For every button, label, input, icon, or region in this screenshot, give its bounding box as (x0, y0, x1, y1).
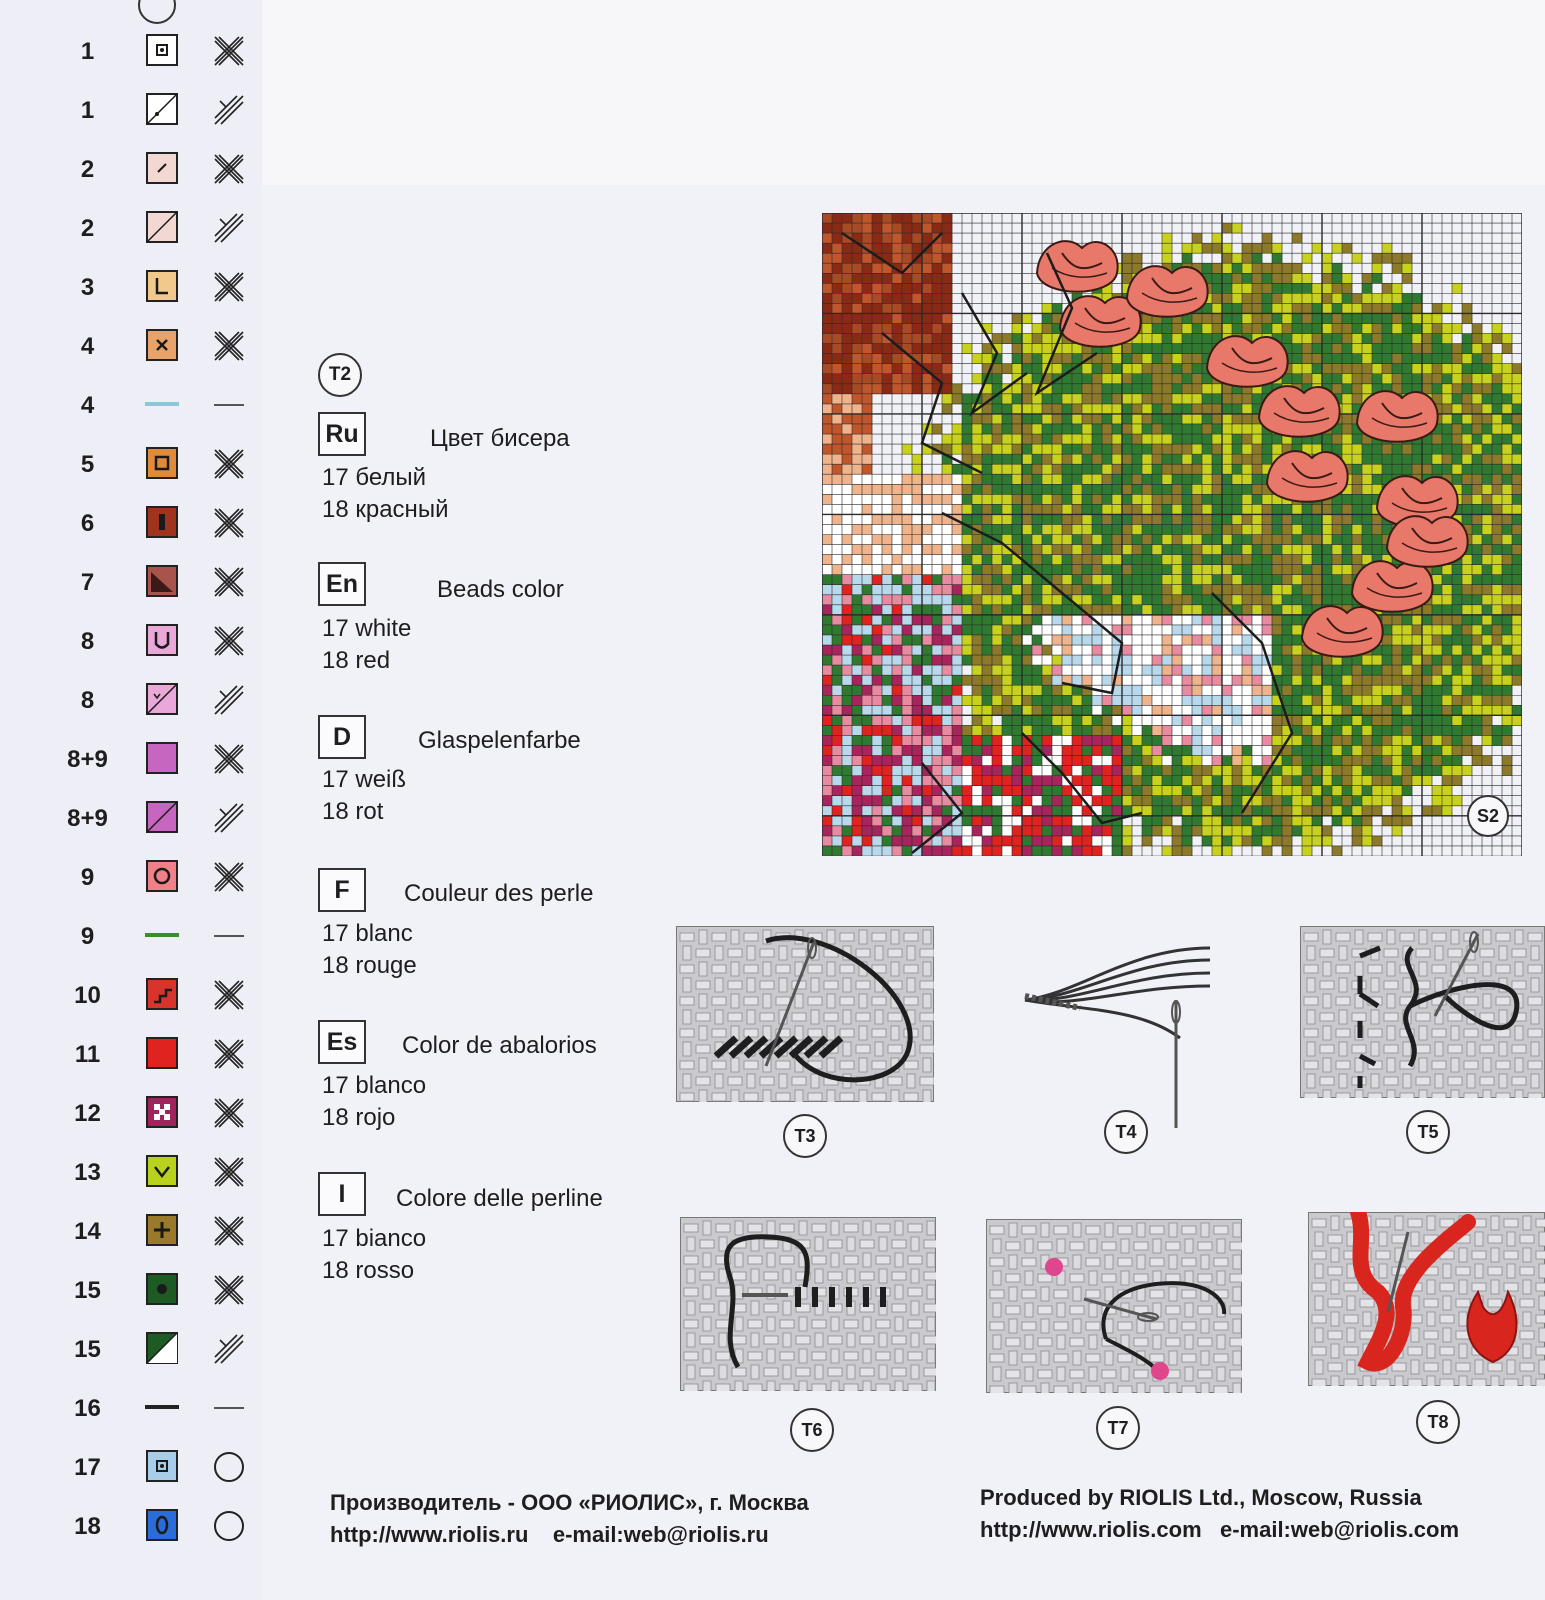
technique-panel-t8 (1308, 1212, 1545, 1386)
lang-title-es: Color de abalorios (402, 1032, 597, 1059)
legend-number: 7 (80, 569, 95, 596)
legend-number: 15 (74, 1277, 101, 1304)
legend-row (0, 207, 262, 247)
legend-symbol-icon (145, 328, 179, 362)
legend-row (0, 1446, 262, 1486)
legend-number: 2 (80, 215, 95, 242)
legend-row (0, 1269, 262, 1309)
lang-title-ru: Цвет бисера (430, 425, 570, 452)
legend-symbol-icon (145, 210, 179, 244)
legend-symbol-icon (145, 800, 179, 834)
legend-number: 18 (74, 1513, 101, 1540)
legend-symbol-icon (145, 1213, 179, 1247)
legend-symbol-icon (145, 505, 179, 539)
legend-row (0, 30, 262, 70)
technique-panel-t6 (680, 1217, 936, 1391)
legend-row (0, 738, 262, 778)
legend-row (0, 856, 262, 896)
legend-symbol-icon (145, 446, 179, 480)
lang-line1-es: 17 blanco (322, 1072, 427, 1099)
legend-symbol-icon (145, 859, 179, 893)
legend-row (0, 561, 262, 601)
technique-label-t7: T7 (1096, 1406, 1140, 1450)
legend-number: 12 (74, 1100, 101, 1127)
lang-code-es: Es (318, 1020, 366, 1064)
lang-title-fr: Couleur des perle (404, 880, 594, 907)
cross-stitch-chart (822, 213, 1522, 856)
legend-symbol-icon (145, 92, 179, 126)
stitch-type-icon (212, 93, 246, 127)
legend-number: 11 (74, 1041, 101, 1068)
legend-symbol-icon (145, 564, 179, 598)
legend-number: 9 (80, 864, 95, 891)
stitch-type-icon (212, 919, 246, 953)
legend-symbol-icon (145, 1449, 179, 1483)
legend-symbol-icon (145, 918, 179, 952)
technique-label-t4: T4 (1104, 1110, 1148, 1154)
legend-row (0, 89, 262, 129)
stitch-type-icon (212, 1155, 246, 1189)
lang-line2-ru: 18 красный (322, 496, 449, 523)
technique-illustration-t7 (986, 1219, 1242, 1393)
stitch-type-icon (212, 683, 246, 717)
footer-producer-ru: Производитель - ООО «РИОЛИС», г. Москва (330, 1490, 809, 1515)
legend-number: 10 (74, 982, 101, 1009)
stitch-type-icon (212, 1509, 246, 1543)
legend-number: 17 (74, 1454, 101, 1481)
stitch-type-icon (212, 624, 246, 658)
stitch-type-icon (212, 329, 246, 363)
lang-code-en: En (318, 562, 366, 606)
stitch-type-icon (212, 1332, 246, 1366)
legend-header-circle (138, 0, 176, 24)
legend-number: 4 (80, 333, 95, 360)
legend-strip (0, 0, 263, 1600)
legend-row (0, 325, 262, 365)
lang-title-en: Beads color (437, 576, 564, 603)
technique-illustration-t3 (676, 926, 934, 1102)
stitch-type-icon (212, 1096, 246, 1130)
lang-line1-de: 17 weiß (322, 766, 407, 793)
lang-title-de: Glaspelenfarbe (418, 727, 581, 754)
lang-line2-fr: 18 rouge (322, 952, 417, 979)
legend-number: 1 (80, 38, 95, 65)
lang-line2-en: 18 red (322, 647, 391, 674)
legend-symbol-icon (145, 623, 179, 657)
lang-code-it: I (318, 1172, 366, 1216)
legend-symbol-icon (145, 1272, 179, 1306)
legend-row (0, 1210, 262, 1250)
stitch-type-icon (212, 565, 246, 599)
stitch-type-icon (212, 270, 246, 304)
technique-panel-t7 (986, 1219, 1242, 1393)
technique-label-t6: T6 (790, 1408, 834, 1452)
technique-label-t8: T8 (1416, 1400, 1460, 1444)
legend-row (0, 148, 262, 188)
stitch-type-icon (212, 1450, 246, 1484)
legend-row (0, 384, 262, 424)
legend-symbol-icon (145, 1095, 179, 1129)
stitch-type-icon (212, 211, 246, 245)
legend-number: 16 (74, 1395, 101, 1422)
lang-line1-en: 17 white (322, 615, 412, 642)
chart-grid (822, 213, 1522, 856)
lang-code-fr: F (318, 868, 366, 912)
lang-code-ru: Ru (318, 412, 366, 456)
stitch-type-icon (212, 388, 246, 422)
legend-row (0, 1151, 262, 1191)
legend-number: 15 (74, 1336, 101, 1363)
legend-row (0, 1033, 262, 1073)
legend-number: 1 (80, 97, 95, 124)
paper-sheet-top (262, 0, 1545, 186)
legend-number: 5 (80, 451, 95, 478)
legend-row (0, 1328, 262, 1368)
technique-label-t3: T3 (783, 1114, 827, 1158)
stitch-type-icon (212, 742, 246, 776)
legend-row (0, 974, 262, 1014)
legend-number: 3 (80, 274, 95, 301)
legend-symbol-icon (145, 977, 179, 1011)
legend-symbol-icon (145, 1154, 179, 1188)
legend-symbol-icon (145, 741, 179, 775)
lang-line1-fr: 17 blanc (322, 920, 413, 947)
lang-code-de: D (318, 715, 366, 759)
chart-label-s2: S2 (1467, 795, 1509, 837)
stitch-type-icon (212, 506, 246, 540)
footer-contacts-en: http://www.riolis.com e-mail:web@riolis.com (980, 1517, 1460, 1542)
technique-panel-t4 (1020, 938, 1220, 1138)
technique-illustration-t6 (680, 1217, 936, 1391)
technique-label-t5: T5 (1406, 1110, 1450, 1154)
legend-symbol-icon (145, 269, 179, 303)
legend-number: 6 (80, 510, 95, 537)
legend-symbol-icon (145, 1508, 179, 1542)
legend-number: 2 (80, 156, 95, 183)
legend-row (0, 1092, 262, 1132)
stitch-type-icon (212, 978, 246, 1012)
stitch-type-icon (212, 152, 246, 186)
legend-row (0, 443, 262, 483)
technique-panel-t5 (1300, 926, 1545, 1098)
stitch-type-icon (212, 1214, 246, 1248)
legend-row (0, 797, 262, 837)
lang-line2-it: 18 rosso (322, 1257, 415, 1284)
lang-line2-es: 18 rojo (322, 1104, 396, 1131)
lang-title-it: Colore delle perline (396, 1185, 603, 1212)
legend-row (0, 915, 262, 955)
stitch-type-icon (212, 860, 246, 894)
legend-number: 8 (80, 687, 95, 714)
legend-number: 14 (74, 1218, 101, 1245)
stitch-type-icon (212, 447, 246, 481)
legend-row (0, 620, 262, 660)
legend-number: 8+9 (67, 805, 108, 832)
legend-symbol-icon (145, 387, 179, 421)
lang-line1-it: 17 bianco (322, 1225, 427, 1252)
technique-panel-t3 (676, 926, 934, 1102)
legend-row (0, 1387, 262, 1427)
footer-contacts-ru: http://www.riolis.ru e-mail:web@riolis.ru (330, 1522, 769, 1547)
legend-symbol-icon (145, 33, 179, 67)
legend-symbol-icon (145, 1036, 179, 1070)
legend-number: 8 (80, 628, 95, 655)
legend-number: 4 (80, 392, 95, 419)
stitch-type-icon (212, 1037, 246, 1071)
legend-row (0, 502, 262, 542)
legend-symbol-icon (145, 1390, 179, 1424)
legend-symbol-icon (145, 1331, 179, 1365)
lang-line2-de: 18 rot (322, 798, 384, 825)
legend-row (0, 266, 262, 306)
legend-number: 9 (80, 923, 95, 950)
legend-symbol-icon (145, 682, 179, 716)
technique-illustration-t5 (1300, 926, 1545, 1098)
stitch-type-icon (212, 1273, 246, 1307)
legend-row (0, 1505, 262, 1545)
legend-number: 8+9 (67, 746, 108, 773)
stitch-type-icon (212, 801, 246, 835)
legend-row (0, 679, 262, 719)
stitch-type-icon (212, 1391, 246, 1425)
footer-producer-en: Produced by RIOLIS Ltd., Moscow, Russia (980, 1485, 1422, 1510)
stitch-type-icon (212, 34, 246, 68)
technique-illustration-t8 (1308, 1212, 1545, 1386)
section-label-t2: T2 (318, 353, 362, 397)
legend-symbol-icon (145, 151, 179, 185)
technique-illustration-t4 (1020, 938, 1220, 1138)
lang-line1-ru: 17 белый (322, 464, 427, 491)
legend-number: 13 (74, 1159, 101, 1186)
